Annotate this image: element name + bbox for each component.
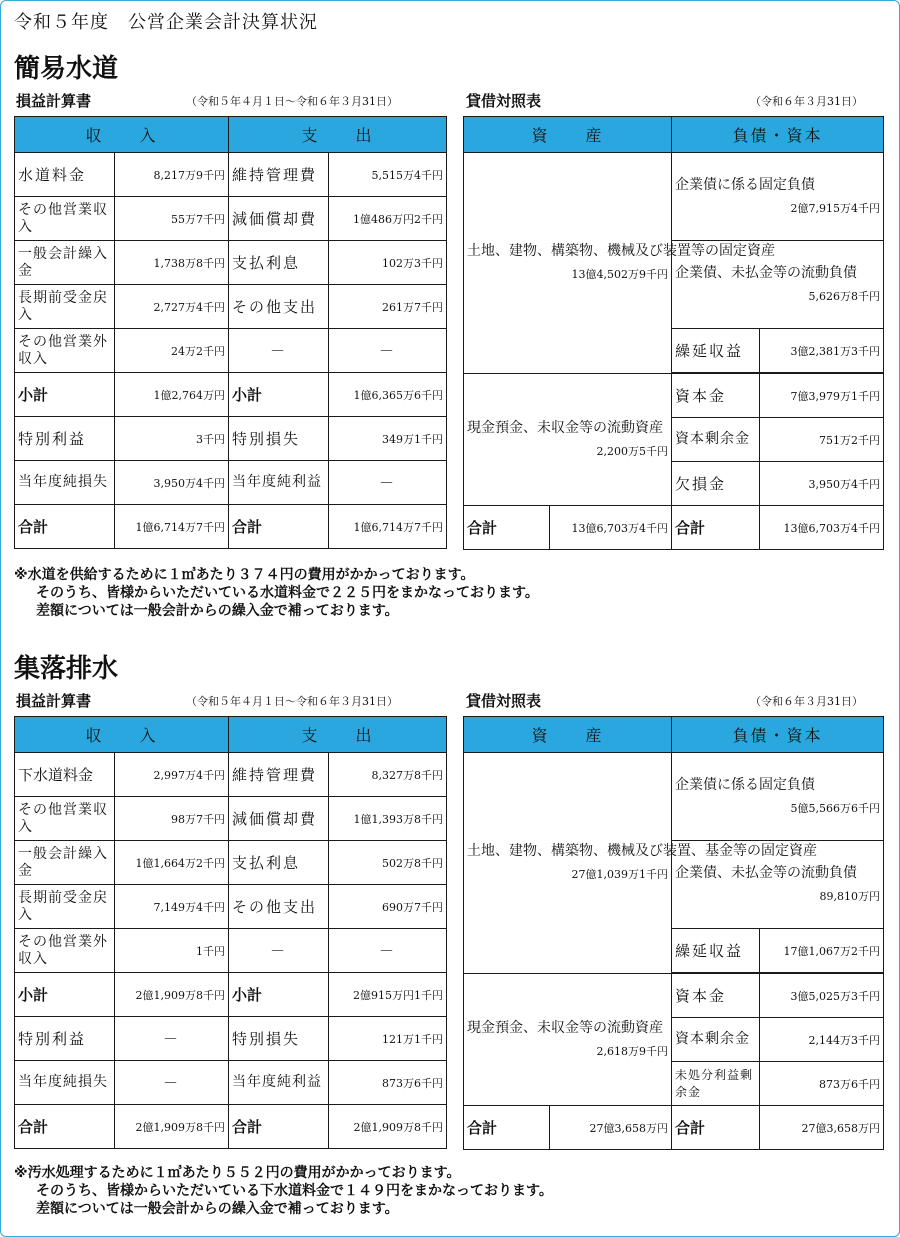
table-row: その他営業外収入 1千円 － －	[15, 929, 447, 973]
table-row: 下水道料金 2,997万4千円 維持管理費 8,327万8千円	[15, 753, 447, 797]
income-statement-title: 損益計算書	[16, 92, 92, 110]
table-row: その他営業外収入 24万2千円 － －	[15, 329, 447, 373]
section-title-water: 簡易水道	[14, 54, 119, 84]
section-title-drainage: 集落排水	[14, 654, 119, 684]
income-header: 収 入	[15, 717, 229, 753]
balance-sheet-title: 貸借対照表	[466, 692, 542, 710]
table-row: その他営業収入 98万7千円 減価償却費 1億1,393万8千円	[15, 797, 447, 841]
assets-header: 資 産	[464, 717, 672, 753]
balance-period: （令和６年３月31日）	[750, 695, 863, 708]
balance-sheet-title: 貸借対照表	[466, 92, 542, 110]
income-statement-title: 損益計算書	[16, 692, 92, 710]
current-liabilities-cell: 企業債、未払金等の流動負債 89,810万円	[672, 841, 884, 929]
table-row: 小計 2億1,909万8千円 小計 2億915万円1千円	[15, 973, 447, 1017]
income-period: （令和５年４月１日～令和６年３月31日）	[186, 95, 398, 108]
current-liabilities-cell: 企業債、未払金等の流動負債 5,626万8千円	[672, 241, 884, 329]
page-title: 令和５年度 公営企業会計決算状況	[14, 12, 318, 33]
liabilities-header: 負債・資本	[672, 717, 884, 753]
table-row: 合計 2億1,909万8千円 合計 2億1,909万8千円	[15, 1105, 447, 1149]
balance-sheet-table: 資 産 負債・資本 土地、建物、構築物、機械及び装置等の固定資産 13億4,502万9千円 企業債に係る固定負債 2億7,915万4千円 企業債、未払金等の流動負債 5,626万8千円 繰延収益 3億2,381万3千円 現金預金、未収金等の流動資産 2,200万5千円 資本金 7億3,979万1千円 資本剰余金 751万2千円 欠損金 3,950万4千円 合計 13億6,703万4千円 合計 13億6,703万4千円	[463, 116, 884, 550]
fixed-assets-cell: 土地、建物、構築物、機械及び装置、基金等の固定資産 27億1,039万1千円	[464, 753, 672, 974]
table-row: 一般会計繰入金 1,738万8千円 支払利息 102万3千円	[15, 241, 447, 285]
expense-header: 支 出	[229, 117, 447, 153]
assets-header: 資 産	[464, 117, 672, 153]
income-period: （令和５年４月１日～令和６年３月31日）	[186, 695, 398, 708]
income-header: 収 入	[15, 117, 229, 153]
notes-water: ※水道を供給するために１㎥あたり３７４円の費用がかかっております。 そのうち、皆様からいただいている水道料金で２２５円をまかなっております。 差額については一般会計からの繰入金で補っております。	[14, 567, 539, 619]
table-row: 特別利益 3千円 特別損失 349万1千円	[15, 417, 447, 461]
liabilities-header: 負債・資本	[672, 117, 884, 153]
income-statement-table	[14, 716, 447, 1149]
current-assets-cell: 現金預金、未収金等の流動資産 2,618万9千円	[464, 974, 672, 1106]
income-statement-table	[14, 116, 447, 549]
table-row: 長期前受金戻入 2,727万4千円 その他支出 261万7千円	[15, 285, 447, 329]
current-assets-cell: 現金預金、未収金等の流動資産 2,200万5千円	[464, 374, 672, 506]
balance-period: （令和６年３月31日）	[750, 95, 863, 108]
table-row: 合計 1億6,714万7千円 合計 1億6,714万7千円	[15, 505, 447, 549]
table-row: 水道料金 8,217万9千円 維持管理費 5,515万4千円	[15, 153, 447, 197]
balance-sheet-table: 資 産 負債・資本 土地、建物、構築物、機械及び装置、基金等の固定資産 27億1,039万1千円 企業債に係る固定負債 5億5,566万6千円 企業債、未払金等の流動負債 89,810万円 繰延収益 17億1,067万2千円 現金預金、未収金等の流動資産 2,618万9千円 資本金 3億5,025万3千円 資本剰余金 2,144万3千円 未処分利益剰余金 873万6千円 合計 27億3,658万円 合計 27億3,658万円	[463, 716, 884, 1150]
fixed-liabilities-cell: 企業債に係る固定負債 2億7,915万4千円	[672, 153, 884, 241]
table-row: 小計 1億2,764万円 小計 1億6,365万6千円	[15, 373, 447, 417]
fixed-assets-cell: 土地、建物、構築物、機械及び装置等の固定資産 13億4,502万9千円	[464, 153, 672, 374]
table-row: 当年度純損失 － 当年度純利益 873万6千円	[15, 1061, 447, 1105]
notes-drainage: ※汚水処理するために１㎥あたり５５２円の費用がかかっております。 そのうち、皆様からいただいている下水道料金で１４９円をまかなっております。 差額については一般会計からの繰入金で補っております。	[14, 1165, 553, 1217]
table-row: 長期前受金戻入 7,149万4千円 その他支出 690万7千円	[15, 885, 447, 929]
expense-header: 支 出	[229, 717, 447, 753]
table-row: その他営業収入 55万7千円 減価償却費 1億486万円2千円	[15, 197, 447, 241]
table-row: 特別利益 － 特別損失 121万1千円	[15, 1017, 447, 1061]
table-row: 当年度純損失 3,950万4千円 当年度純利益 －	[15, 461, 447, 505]
fixed-liabilities-cell: 企業債に係る固定負債 5億5,566万6千円	[672, 753, 884, 841]
table-row: 一般会計繰入金 1億1,664万2千円 支払利息 502万8千円	[15, 841, 447, 885]
